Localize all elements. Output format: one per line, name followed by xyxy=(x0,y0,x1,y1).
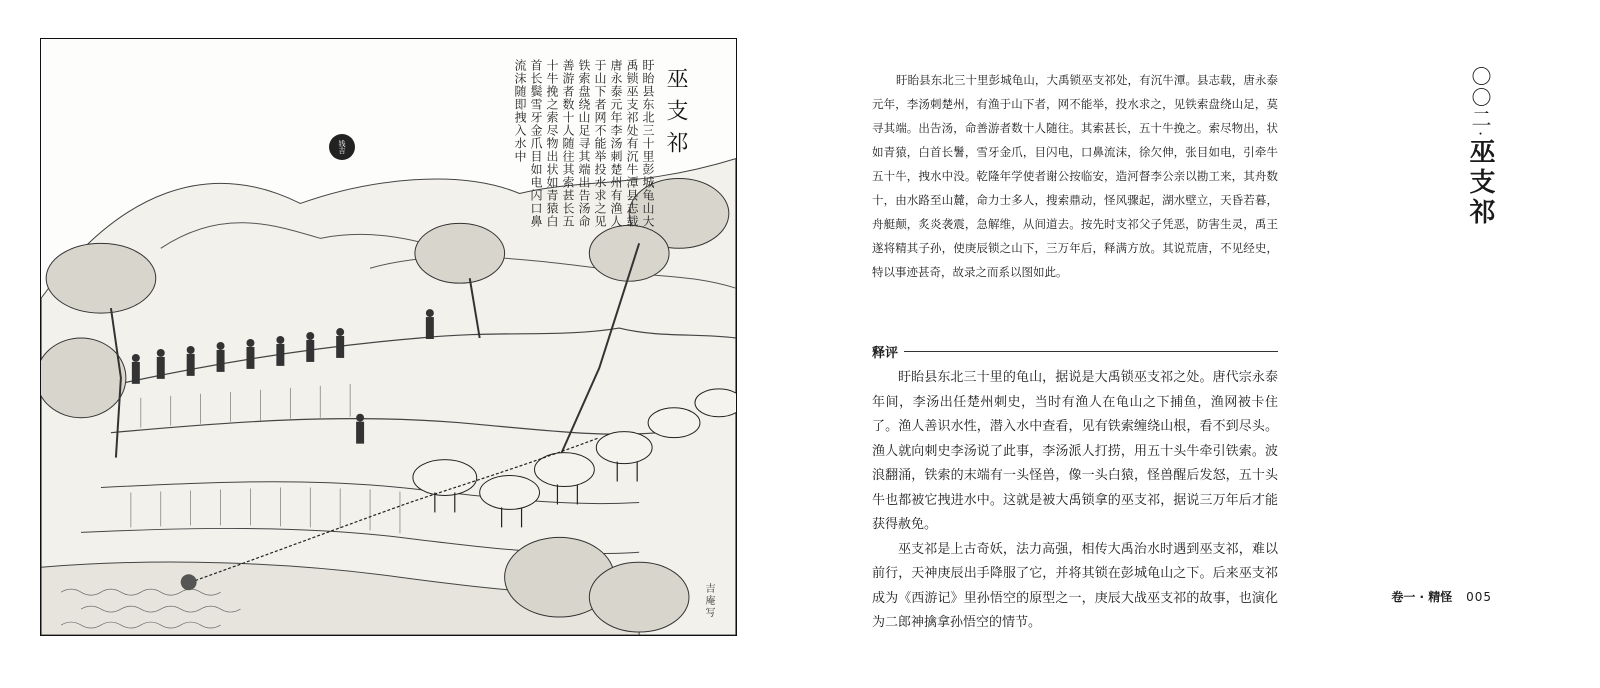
heading-rule xyxy=(904,351,1278,352)
commentary-paragraph: 巫支祁是上古奇妖，法力高强，相传大禹治水时遇到巫支祁，难以前行，天神庚辰出手降服了它，并将其锁在彭城龟山之下。后来巫支祁成为《西游记》里孙悟空的原型之一，庚辰大战巫支祁的故事，也演化为二郎神擒拿孙悟空的情节。 xyxy=(872,541,1278,630)
commentary-body xyxy=(872,366,1278,636)
artist-signature: 吉庵写 xyxy=(703,583,714,619)
page-footer xyxy=(1391,588,1492,605)
illustration-title: 巫支祁 xyxy=(663,67,688,163)
artist-seal: 钱吉 xyxy=(329,134,355,160)
entry-name: 巫支祁 xyxy=(1465,138,1495,229)
commentary-paragraph: 盱眙县东北三十里的龟山，据说是大禹锁巫支祁之处。唐代宗永泰年间，李汤出任楚州刺史，当时有渔人在龟山之下捕鱼，渔网被卡住了。渔人善识水性，潜入水中查看，见有铁索缠绕山根，看不到尽头。渔人就向刺史李汤说了此事，李汤派人打捞，用五十头牛牵引铁索。波浪翻涌，铁索的末端有一头怪兽，像一头白猿，怪兽醒后发怒，五十头牛也都被它拽进水中。这就是被大禹锁拿的巫支祁，据说三万年后才能获得赦免。 xyxy=(872,370,1278,532)
commentary-label: 释评 xyxy=(872,345,899,361)
illustration-panel xyxy=(40,38,737,636)
illustration-inscription: 盱眙县东北三十里彭城龟山大禹锁巫支祁处有沉牛潭县志载唐永泰元年李汤刺楚州有渔人于山下者网不能举投水求之见铁索盘绕山足寻其端出告汤命善游者数十人随往其索甚长五十牛挽之索尽物出状如青猿白首长鬓雪牙金爪目如电闪口鼻流沫随即拽入水中 xyxy=(513,59,655,228)
commentary-heading xyxy=(872,341,1278,361)
original-text: 盱眙县东北三十里彭城龟山，大禹锁巫支祁处，有沉牛潭。县志载，唐永泰元年，李汤刺楚州，有渔于山下者，网不能举，投水求之，见铁索盘绕山足，莫寻其端。出告汤，命善游者数十人随往。其索甚长，五十牛挽之。索尽物出，状如青猿，白首长鬐，雪牙金爪，目闪电，口鼻流沫，徐欠伸，张目如电，引牵牛五十牛，拽水中没。乾隆年学使者谢公按临安，造河督李公亲以勘工来，其舟数十，由水路至山麓，命力士多人，搜索鼎动，怪风骤起，湖水壁立，天昏若暮，舟艇颠，炙炎袭震，急解维，从间道去。按先时支祁父子凭恶，防害生灵，禹王遂将精其子孙，使庚辰锁之山下，三万年后，释满方放。其说荒唐，不见经史，特以事迹甚奇，故录之而系以图如此。 xyxy=(872,73,1278,279)
entry-number: 〇〇二 xyxy=(1468,66,1492,129)
section-label: 卷一 · 精怪 xyxy=(1391,590,1453,604)
title-separator: · xyxy=(1471,131,1490,137)
entry-title xyxy=(1462,66,1499,228)
page-number: 005 xyxy=(1466,590,1492,604)
